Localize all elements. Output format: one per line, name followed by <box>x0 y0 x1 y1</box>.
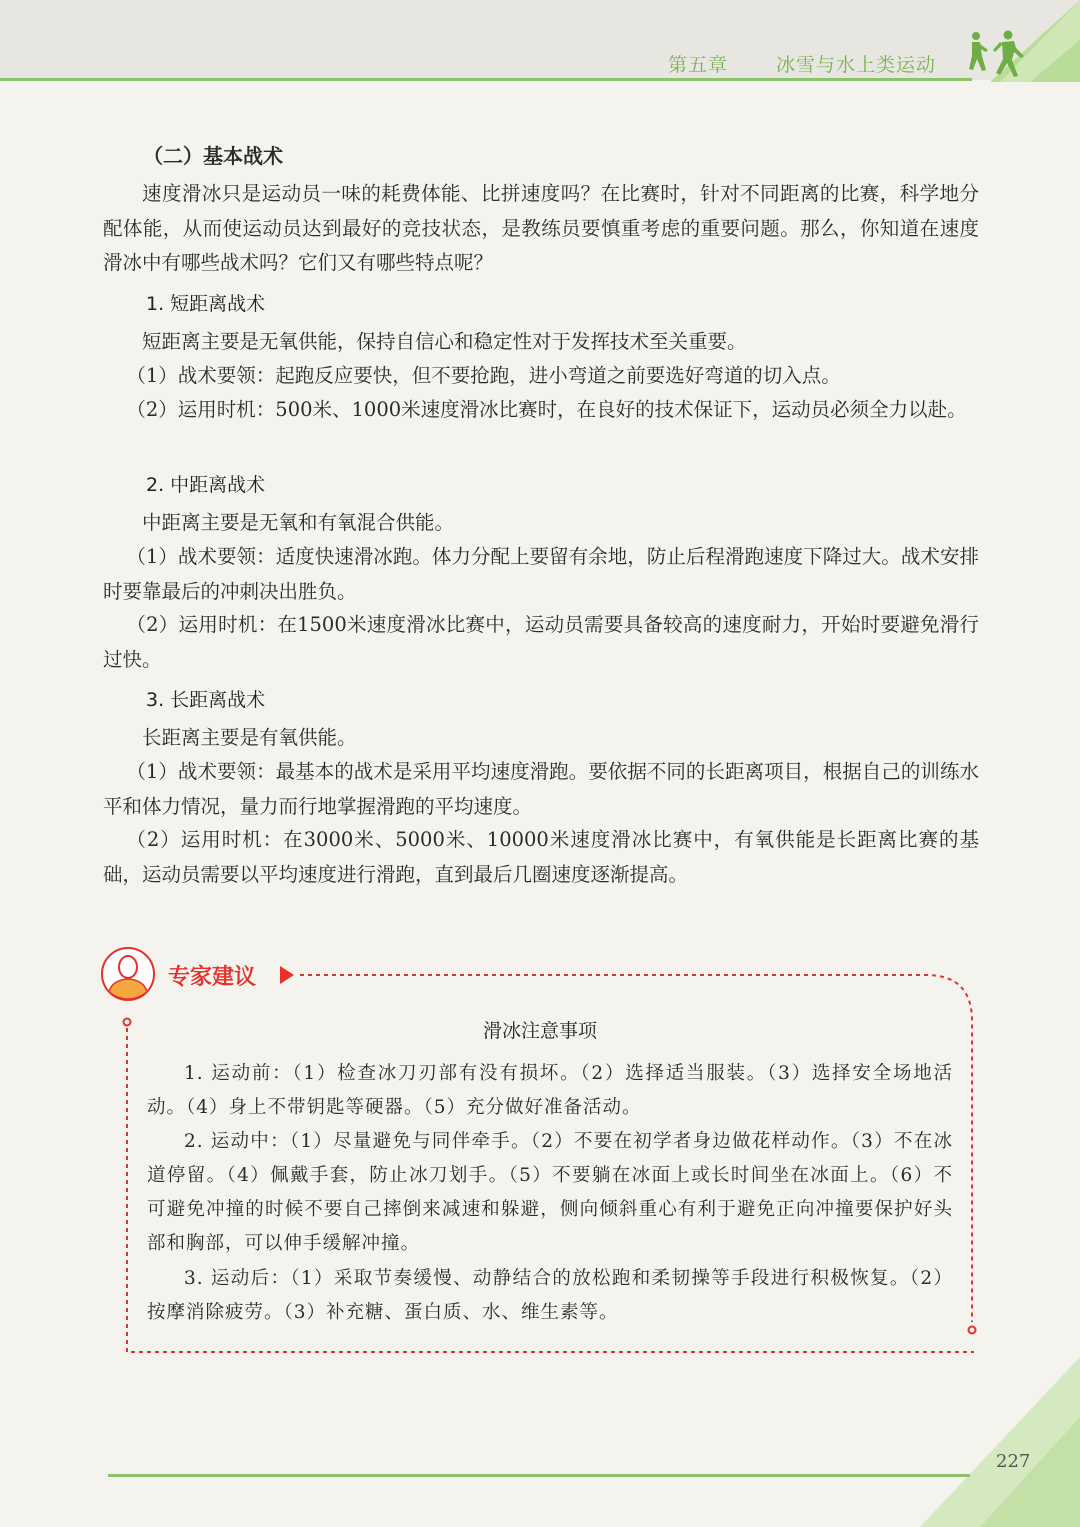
tactic-summary-short: 短距离主要是无氧供能，保持自信心和稳定性对于发挥技术至关重要。 <box>142 330 747 353</box>
chapter-title: 冰雪与水上类运动 <box>776 54 937 76</box>
section-intro: 速度滑冰只是运动员一味的耗费体能、比拼速度吗？在比赛时，针对不同距离的比赛，科学地分配体能，从而使运动员达到最好的竞技状态，是教练员要慎重考虑的重要问题。那么，你知道在速度滑冰中有哪些战术吗？它们又有哪些特点呢？ <box>103 182 979 274</box>
corner-triangle-decoration-bottom <box>920 1357 1080 1527</box>
chapter-label: 第五章 <box>668 54 729 76</box>
tactic-point-middle-1: （1）战术要领：适度快速滑冰跑。体力分配上要留有余地，防止后程滑跑速度下降过大。战术安排时要靠最后的冲刺决出胜负。 <box>103 545 979 603</box>
tactic-title-middle: 2. 中距离战术 <box>146 474 266 496</box>
section-heading: （二）基本战术 <box>143 144 283 168</box>
expert-item-after: 3. 运动后：（1）采取节奏缓慢、动静结合的放松跑和柔韧操等手段进行积极恢复。（2）按摩消除疲劳。（3）补充糖、蛋白质、水、维生素等。 <box>147 1268 953 1323</box>
expert-advice-label: 专家建议 <box>168 965 257 990</box>
expert-avatar-icon <box>100 946 156 1002</box>
tactic-title-short: 1. 短距离战术 <box>146 293 266 315</box>
expert-box-heading: 滑冰注意事项 <box>482 1020 597 1042</box>
expert-item-during: 2. 运动中：（1）尽量避免与同伴牵手。（2）不要在初学者身边做花样动作。（3）不在冰道停留。（4）佩戴手套，防止冰刀划手。（5）不要躺在冰面上或长时间坐在冰面上。（6）不可避免冲撞的时候不要自己摔倒来减速和躲避，侧向倾斜重心有利于避免正向冲撞要保护好头部和胸部，可以伸手缓解冲撞。 <box>147 1131 953 1254</box>
tactic-point-long-1: （1）战术要领：最基本的战术是采用平均速度滑跑。要依据不同的长距离项目，根据自己的训练水平和体力情况，量力而行地掌握滑跑的平均速度。 <box>103 760 979 818</box>
tactic-point-middle-2: （2）运用时机：在1500米速度滑冰比赛中，运动员需要具备较高的速度耐力，开始时要避免滑行过快。 <box>103 613 979 671</box>
tactic-point-long-2: （2）运用时机：在3000米、5000米、10000米速度滑冰比赛中，有氧供能是长距离比赛的基础，运动员需要以平均速度进行滑跑，直到最后几圈速度逐渐提高。 <box>103 828 979 886</box>
expert-item-before: 1. 运动前：（1）检查冰刀刃部有没有损坏。（2）选择适当服装。（3）选择安全场地活动。（4）身上不带钥匙等硬器。（5）充分做好准备活动。 <box>147 1063 953 1118</box>
footer-rule <box>108 1474 970 1477</box>
tactic-title-long: 3. 长距离战术 <box>146 689 266 711</box>
page-number: 227 <box>996 1451 1031 1472</box>
tactic-summary-middle: 中距离主要是无氧和有氧混合供能。 <box>142 511 455 534</box>
tactic-point-short-2: （2）运用时机：500米、1000米速度滑冰比赛时，在良好的技术保证下，运动员必须全力以赴。 <box>126 398 967 421</box>
tactic-point-short-1: （1）战术要领：起跑反应要快，但不要抢跑，进小弯道之前要选好弯道的切入点。 <box>126 364 841 387</box>
tactic-summary-long: 长距离主要是有氧供能。 <box>142 726 357 749</box>
arrow-right-icon <box>280 966 294 984</box>
